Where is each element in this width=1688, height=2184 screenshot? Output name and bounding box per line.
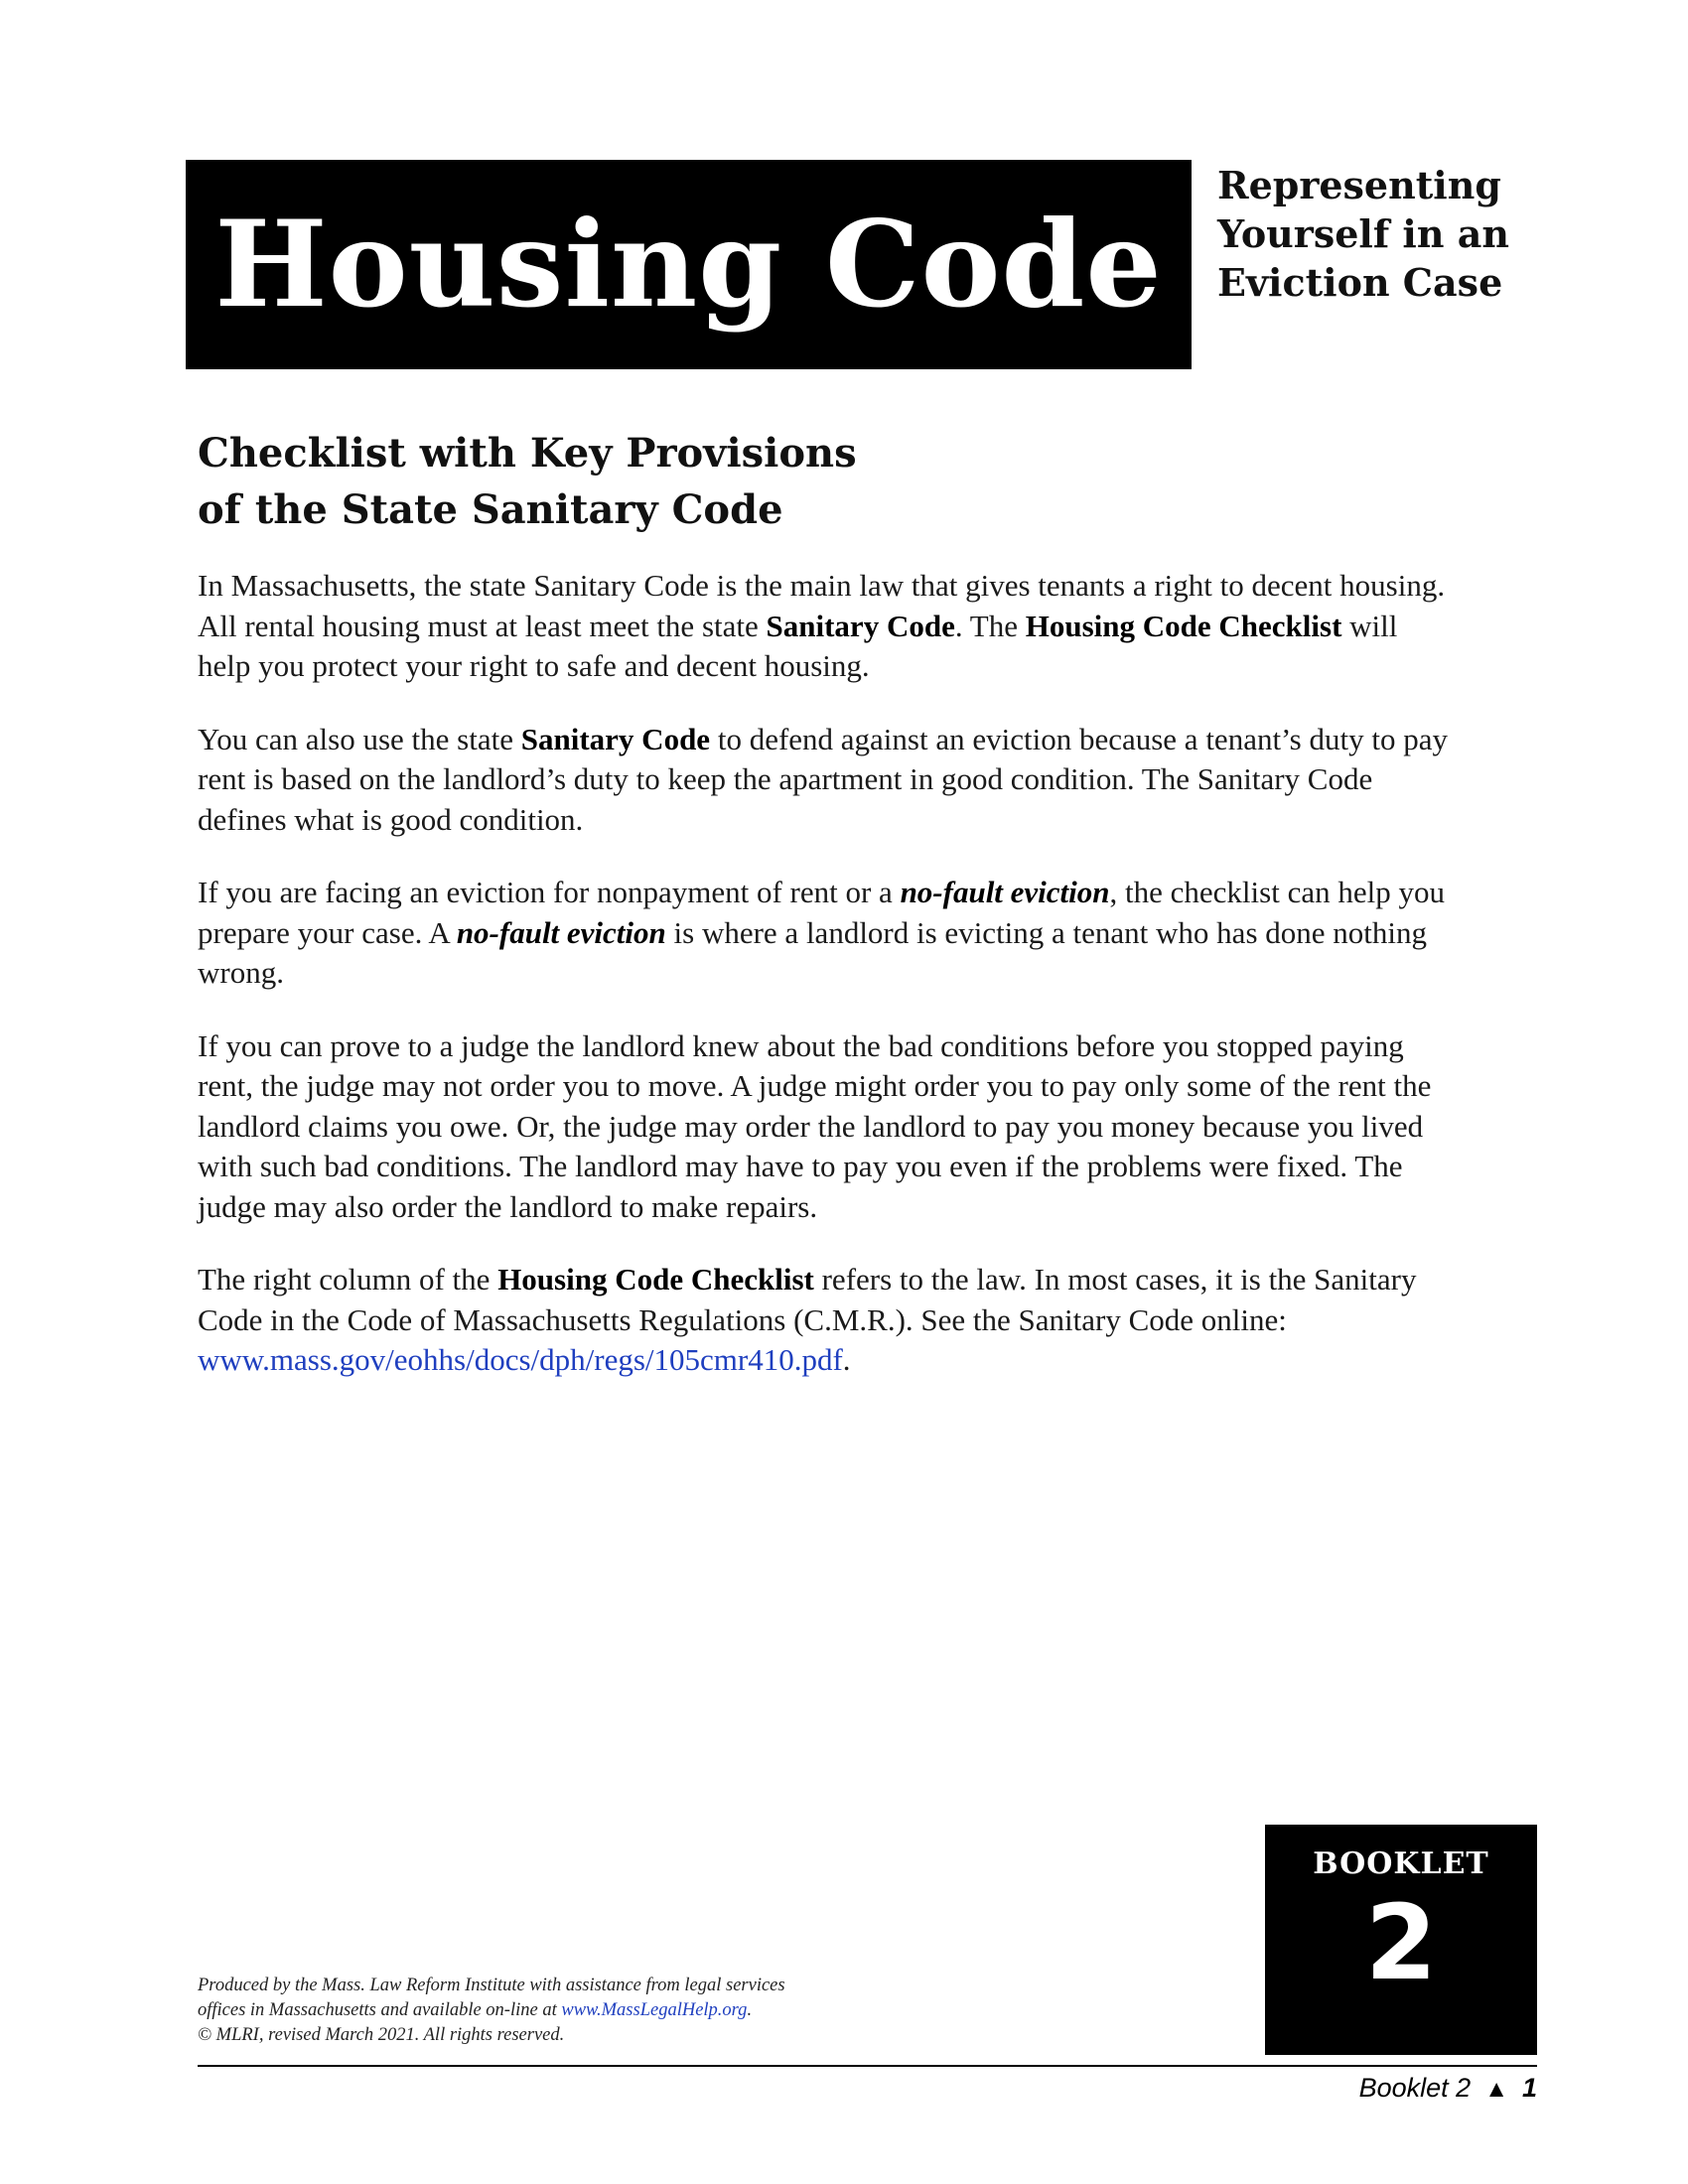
triangle-icon: ▲ [1484,2076,1508,2103]
series-title-line-1: Representing [1217,163,1501,207]
credits-line-3: © MLRI, revised March 2021. All rights reserved. [198,2025,565,2045]
paragraph-3-text-c: , the checklist can help you prepare your case. A [198,875,1445,950]
credits [198,1974,992,2048]
paragraph-1-text-d: will help you protect your right to safe and decent housing. [198,608,1398,683]
page-number: 1 [1521,2073,1537,2103]
series-title [1217,161,1545,307]
paragraph-1-text-a: In Massachusetts, the state Sanitary Code is the main law that gives tenants a right to decent housing. All rental housing must at least meet the state [198,568,1446,643]
booklet-badge [1265,1825,1537,2055]
paragraph-1-bold-1: Sanitary Code [766,608,955,643]
section-heading [198,425,1389,538]
paragraph-3-italic-1: no-fault eviction [900,875,1110,909]
paragraph-4: If you can prove to a judge the landlord knew about the bad conditions before you stopped paying rent, the judge may not order you to move. A judge might order you to pay only some of the rent the landlord claims you owe. Or, the judge may order the landlord to pay you money because you lived with such bad conditions. The landlord may have to pay you even if the problems were fixed. The judge may also order the landlord to make repairs. [198,1027,1432,1224]
paragraph-1 [198,566,1449,687]
paragraph-5-text-a: The right column of the [198,1262,498,1297]
footer-divider [198,2065,1537,2067]
paragraph-1-text-c: . The [954,608,1026,643]
sanitary-code-link[interactable]: www.mass.gov/eohhs/docs/dph/regs/105cmr410.pdf [198,1342,843,1377]
paragraph-1-bold-2: Housing Code Checklist [1025,608,1342,643]
title-banner [186,160,1192,369]
booklet-label: BOOKLET [1313,1846,1489,1881]
paragraph-5 [198,1260,1449,1381]
booklet-number: 2 [1364,1882,1438,2003]
paragraph-3-italic-2: no-fault eviction [456,914,666,950]
credits-line-2-text: offices in Massachusetts and available on-line at [198,2000,562,2020]
footer-booklet-label: Booklet 2 [1358,2073,1472,2103]
section-heading-line-1: Checklist with Key Provisions [198,430,857,477]
paragraph-2-bold-1: Sanitary Code [520,721,711,756]
series-title-line-3: Eviction Case [1217,260,1503,305]
paragraph-2-text-a: You can also use the state [198,721,521,756]
body-text [198,566,1449,1414]
credits-line-1: Produced by the Mass. Law Reform Institute with assistance from legal services [198,1976,785,1995]
paragraph-2-text-c: to defend against an eviction because a tenant’s duty to pay rent is based on the landlord’s duty to keep the apartment in good condition. The Sanitary Code defines what is good condition. [198,721,1448,837]
section-heading-line-2: of the State Sanitary Code [198,486,783,533]
series-title-line-2: Yourself in an [1217,211,1509,256]
paragraph-3-text-a: If you are facing an eviction for nonpayment of rent or a [198,875,901,909]
credits-line-2 [198,1998,992,2023]
credits-line-2-end: . [747,2000,753,2020]
paragraph-5-text-c: refers to the law. In most cases, it is the Sanitary Code in the Code of Massachusetts Regulations (C.M.R.). See the Sanitary Code online: [198,1262,1417,1337]
paragraph-5-text-d: . [842,1342,851,1377]
page-title: Housing Code [214,194,1163,335]
paragraph-3 [198,873,1449,994]
paragraph-5-bold-1: Housing Code Checklist [497,1262,814,1297]
paragraph-3-text-d: is where a landlord is evicting a tenant who has done nothing wrong. [198,914,1427,990]
masslegalhelp-link[interactable]: www.MassLegalHelp.org [561,2000,748,2020]
page-footer [1359,2073,1537,2104]
paragraph-2 [198,720,1449,841]
